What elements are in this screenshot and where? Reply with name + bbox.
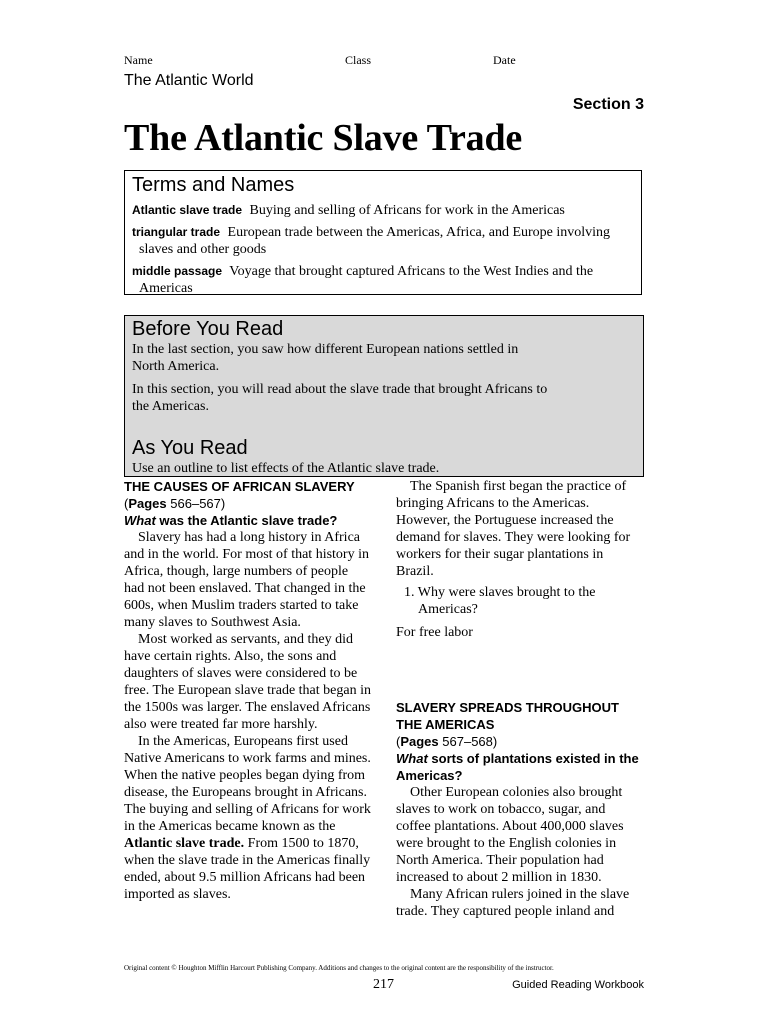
class-label: Class <box>345 53 372 67</box>
pages-range: 567–568 <box>442 734 493 749</box>
term-name: Atlantic slave trade <box>132 203 243 217</box>
name-label: Name <box>124 53 153 67</box>
date-label: Date <box>493 53 516 67</box>
term-entry <box>132 263 641 297</box>
guiding-question <box>124 512 371 529</box>
question-rest: was the Atlantic slave trade? <box>159 513 338 528</box>
body-paragraph <box>124 733 371 903</box>
answer-text: For free labor <box>396 625 473 640</box>
question-lead: What <box>124 513 156 528</box>
term-definition: European trade between the Americas, Africa, and Europe involving slaves and other goods <box>139 225 611 257</box>
unit-title: The Atlantic World <box>124 72 254 89</box>
question-number: 1. <box>404 585 415 600</box>
body-paragraph: Slavery has had a long history in Africa and in the world. For most of that history in Africa, though, large numbers of people had not been enslaved. That changed in the 600s, when Muslim traders started to take many slaves to Southwest Asia. <box>124 530 369 630</box>
terms-heading: Terms and Names <box>132 174 295 196</box>
page-number: 217 <box>373 977 394 992</box>
body-paragraph: Most worked as servants, and they did have certain rights. Also, the sons and daughters of slaves were considered to be free. The European slave trade that began in the 1500s was larger. The enslaved Africans also were treated far more harshly. <box>124 632 371 732</box>
body-paragraph: The Spanish first began the practice of bringing Africans to the Americas. However, the Portuguese increased the demand for slaves. They were looking for workers for their sugar plantations in Brazil. <box>396 479 631 579</box>
section-heading: SLAVERY SPREADS THROUGHOUT THE AMERICAS <box>396 700 619 732</box>
section-heading-text: THE CAUSES OF AFRICAN SLAVERY <box>124 479 355 494</box>
workbook-title: Guided Reading Workbook <box>512 979 644 991</box>
question-lead: What <box>396 751 428 766</box>
section-heading <box>124 478 371 512</box>
term-definition: Buying and selling of Africans for work in the Americas <box>249 203 565 218</box>
question-text: Why were slaves brought to the Americas? <box>417 585 596 617</box>
pages-label: Pages <box>400 734 439 749</box>
key-term: Atlantic slave trade. <box>124 836 245 851</box>
paragraph-text: From 1500 to 1870, when the slave trade in the Americas finally ended, about 9.5 million Africans had been imported as slaves. <box>124 836 371 902</box>
term-entry <box>132 202 641 219</box>
term-name: middle passage <box>132 264 223 278</box>
body-paragraph: Other European colonies also brought slaves to work on tobacco, sugar, and coffee plantations. About 400,000 slaves were brought to the English colonies in North America. Their population had increased to about 2 million in 1830. <box>396 785 624 885</box>
left-column <box>124 478 371 903</box>
question-rest: sorts of plantations existed in the Americas? <box>396 751 639 783</box>
term-name: triangular trade <box>132 225 221 239</box>
paragraph-text: In the Americas, Europeans first used Native Americans to work farms and mines. When the native peoples began dying from disease, the Europeans brought in Africans. The buying and selling of Africans for work in the Americas became known as the <box>124 734 371 834</box>
terms-and-names-box <box>124 170 642 295</box>
body-paragraph: Many African rulers joined in the slave trade. They captured people inland and <box>396 887 630 919</box>
term-definition: Voyage that brought captured Africans to the West Indies and the Americas <box>139 264 594 296</box>
pages-label: Pages <box>128 496 167 511</box>
before-you-read-heading: Before You Read <box>132 318 284 340</box>
pages-range: 566–567 <box>170 496 221 511</box>
before-you-read-box <box>124 315 644 477</box>
before-you-read-paragraph: In this section, you will read about the slave trade that brought Africans to the Americas. <box>132 382 548 414</box>
as-you-read-heading: As You Read <box>132 437 248 459</box>
as-you-read-text: Use an outline to list effects of the Atlantic slave trade. <box>132 461 440 476</box>
page-title: The Atlantic Slave Trade <box>124 117 523 159</box>
guiding-question <box>396 750 643 784</box>
copyright-note: Original content © Houghton Mifflin Harcourt Publishing Company. Additions and changes to the original content are the responsibility of the instructor. <box>124 964 554 972</box>
section-number: Section 3 <box>572 96 644 113</box>
pages-reference: (Pages 567–568) <box>396 734 498 749</box>
before-you-read-paragraph: In the last section, you saw how different European nations settled in North America. <box>132 342 519 374</box>
pages-reference: (Pages 566–567) <box>124 496 226 511</box>
term-entry <box>132 224 641 258</box>
right-column <box>396 478 643 920</box>
review-question <box>396 584 643 618</box>
